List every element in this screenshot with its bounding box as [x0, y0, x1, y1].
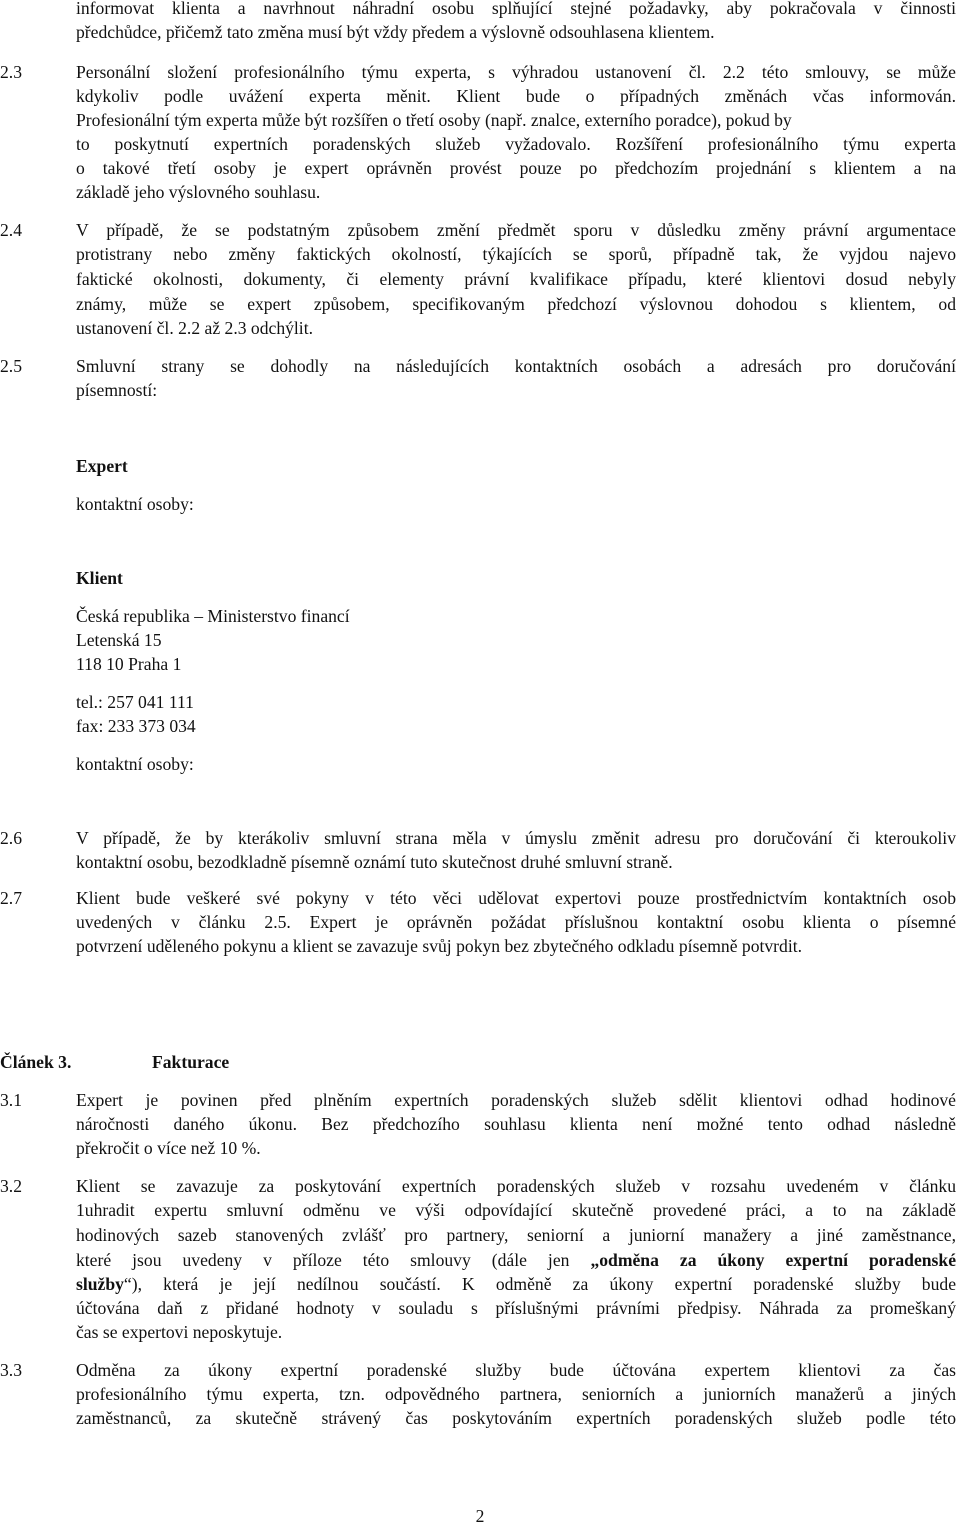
text-line: uvedených v článku 2.5. Expert je oprávněn požádat příslušnou kontaktní osobu klienta o písemné [76, 912, 956, 932]
text-line: překročit o více než 10 %. [76, 1138, 261, 1158]
text-line: Profesionální tým experta může být rozšířen o třetí osoby (např. znalce, externího poradce), pokud by [76, 110, 792, 130]
text-line: základě jeho výslovného souhlasu. [76, 182, 321, 202]
text-line: kdykoliv podle uvážení experta měnit. Klient bude o případných změnách včas informován. [76, 86, 956, 106]
text-line: to poskytnutí expertních poradenských služeb vyžadovalo. Rozšíření profesionálního týmu experta [76, 134, 956, 154]
text-line: předchůdce, přičemž tato změna musí být vždy předem a výslovně odsouhlasena klientem. [76, 22, 715, 42]
clause-number: 3.1 [0, 1090, 22, 1110]
text-line: informovat klienta a navrhnout náhradní osobu splňující stejné požadavky, aby pokračovala v činnosti [76, 0, 956, 18]
text-line: Klient bude veškeré své pokyny v této věci udělovat expertovi pouze prostřednictvím kontaktních osob [76, 888, 956, 908]
text-line: kontaktní osobu, bezodkladně písemně oznámí tuto skutečnost druhé smluvní straně. [76, 852, 673, 872]
clause-number: 2.7 [0, 888, 22, 908]
client-street: Letenská 15 [76, 630, 162, 650]
article-heading [0, 1050, 229, 1075]
text-line: písemností: [76, 380, 158, 400]
text-fragment: které jsou uvedeny v příloze této smlouvy (dále jen [76, 1250, 570, 1270]
expert-heading: Expert [76, 456, 128, 476]
text-line: účtována daň z přidané hodnoty v souladu s příslušnými právními předpisy. Náhrada za promeškaný [76, 1298, 956, 1318]
text-line [76, 1248, 956, 1273]
text-line: hodinových sazeb stanovených zvlášť pro partnery, seniorní a juniorní manažery a jiné zaměstnance, [76, 1225, 956, 1245]
text-line: potvrzení uděleného pokynu a klient se zavazuje svůj pokyn bez zbytečného odkladu písemně potvrdit. [76, 936, 803, 956]
text-line: protistrany nebo změny faktických okolností, týkajících se sporů, případně tak, že vyjdou najevo [76, 244, 956, 264]
text-line: Smluvní strany se dohodly na následujících kontaktních osobách a adresách pro doručování [76, 356, 956, 376]
text-line: zaměstnanců, za skutečně strávený čas poskytováním expertních poradenských služeb podle této [76, 1408, 956, 1428]
text-line: známy, může se expert způsobem, specifikovaným předchozí výslovnou dohodou s klientem, od [76, 294, 956, 314]
defined-term: „odměna za úkony expertní poradenské [590, 1250, 957, 1270]
clause-number: 2.3 [0, 62, 22, 82]
text-line: Personální složení profesionálního týmu experta, s výhradou ustanovení čl. 2.2 této smlouvy, se může [76, 62, 956, 82]
clause-number: 2.4 [0, 220, 22, 240]
clause-number: 2.6 [0, 828, 22, 848]
defined-term-end: služby [76, 1274, 124, 1294]
text-line: náročnosti daného úkonu. Bez předchozího souhlasu klienta není možné tento odhad následně [76, 1114, 956, 1134]
text-line: faktické okolnosti, dokumenty, či elementy právní kvalifikace případu, které klientovi dosud nebyly [76, 269, 956, 289]
page-number: 2 [475, 1506, 485, 1526]
text-fragment: “), která je její nedílnou součástí. K odměně za úkony expertní poradenské služby bude [123, 1274, 956, 1294]
text-line: V případě, že by kterákoliv smluvní strana měla v úmyslu změnit adresu pro doručování či kteroukoliv [76, 828, 956, 848]
text-line: ustanovení čl. 2.2 až 2.3 odchýlit. [76, 318, 313, 338]
text-line: 1uhradit expertu smluvní odměnu ve výši odpovídající skutečně provedené práci, a to na základě [76, 1200, 956, 1220]
text-line: V případě, že se podstatným způsobem změní předmět sporu v důsledku změny právní argumentace [76, 220, 956, 240]
expert-contact-persons: kontaktní osoby: [76, 494, 194, 514]
clause-number: 3.3 [0, 1360, 22, 1380]
client-phone: tel.: 257 041 111 [76, 692, 194, 712]
text-line [76, 1272, 956, 1297]
client-contact-persons: kontaktní osoby: [76, 754, 194, 774]
client-city: 118 10 Praha 1 [76, 654, 182, 674]
text-line: profesionálního týmu experta, tzn. odpovědného partnera, seniorních a juniorních manažerů a jiných [76, 1384, 956, 1404]
client-heading: Klient [76, 568, 123, 588]
text-line: čas se expertovi neposkytuje. [76, 1322, 283, 1342]
client-name: Česká republika – Ministerstvo financí [76, 606, 350, 626]
client-fax: fax: 233 373 034 [76, 716, 196, 736]
text-line: Klient se zavazuje za poskytování expertních poradenských služeb v rozsahu uvedeném v článku [76, 1176, 956, 1196]
clause-number: 2.5 [0, 356, 22, 376]
text-line: Odměna za úkony expertní poradenské služby bude účtována expertem klientovi za čas [76, 1360, 956, 1380]
article-title: Fakturace [152, 1052, 230, 1072]
text-line: Expert je povinen před plněním expertních poradenských služeb sdělit klientovi odhad hodinové [76, 1090, 956, 1110]
clause-number: 3.2 [0, 1176, 22, 1196]
text-line: o takové třetí osoby je expert oprávněn provést pouze po předchozím projednání s klientem a na [76, 158, 956, 178]
article-label: Článek 3. [0, 1052, 72, 1072]
